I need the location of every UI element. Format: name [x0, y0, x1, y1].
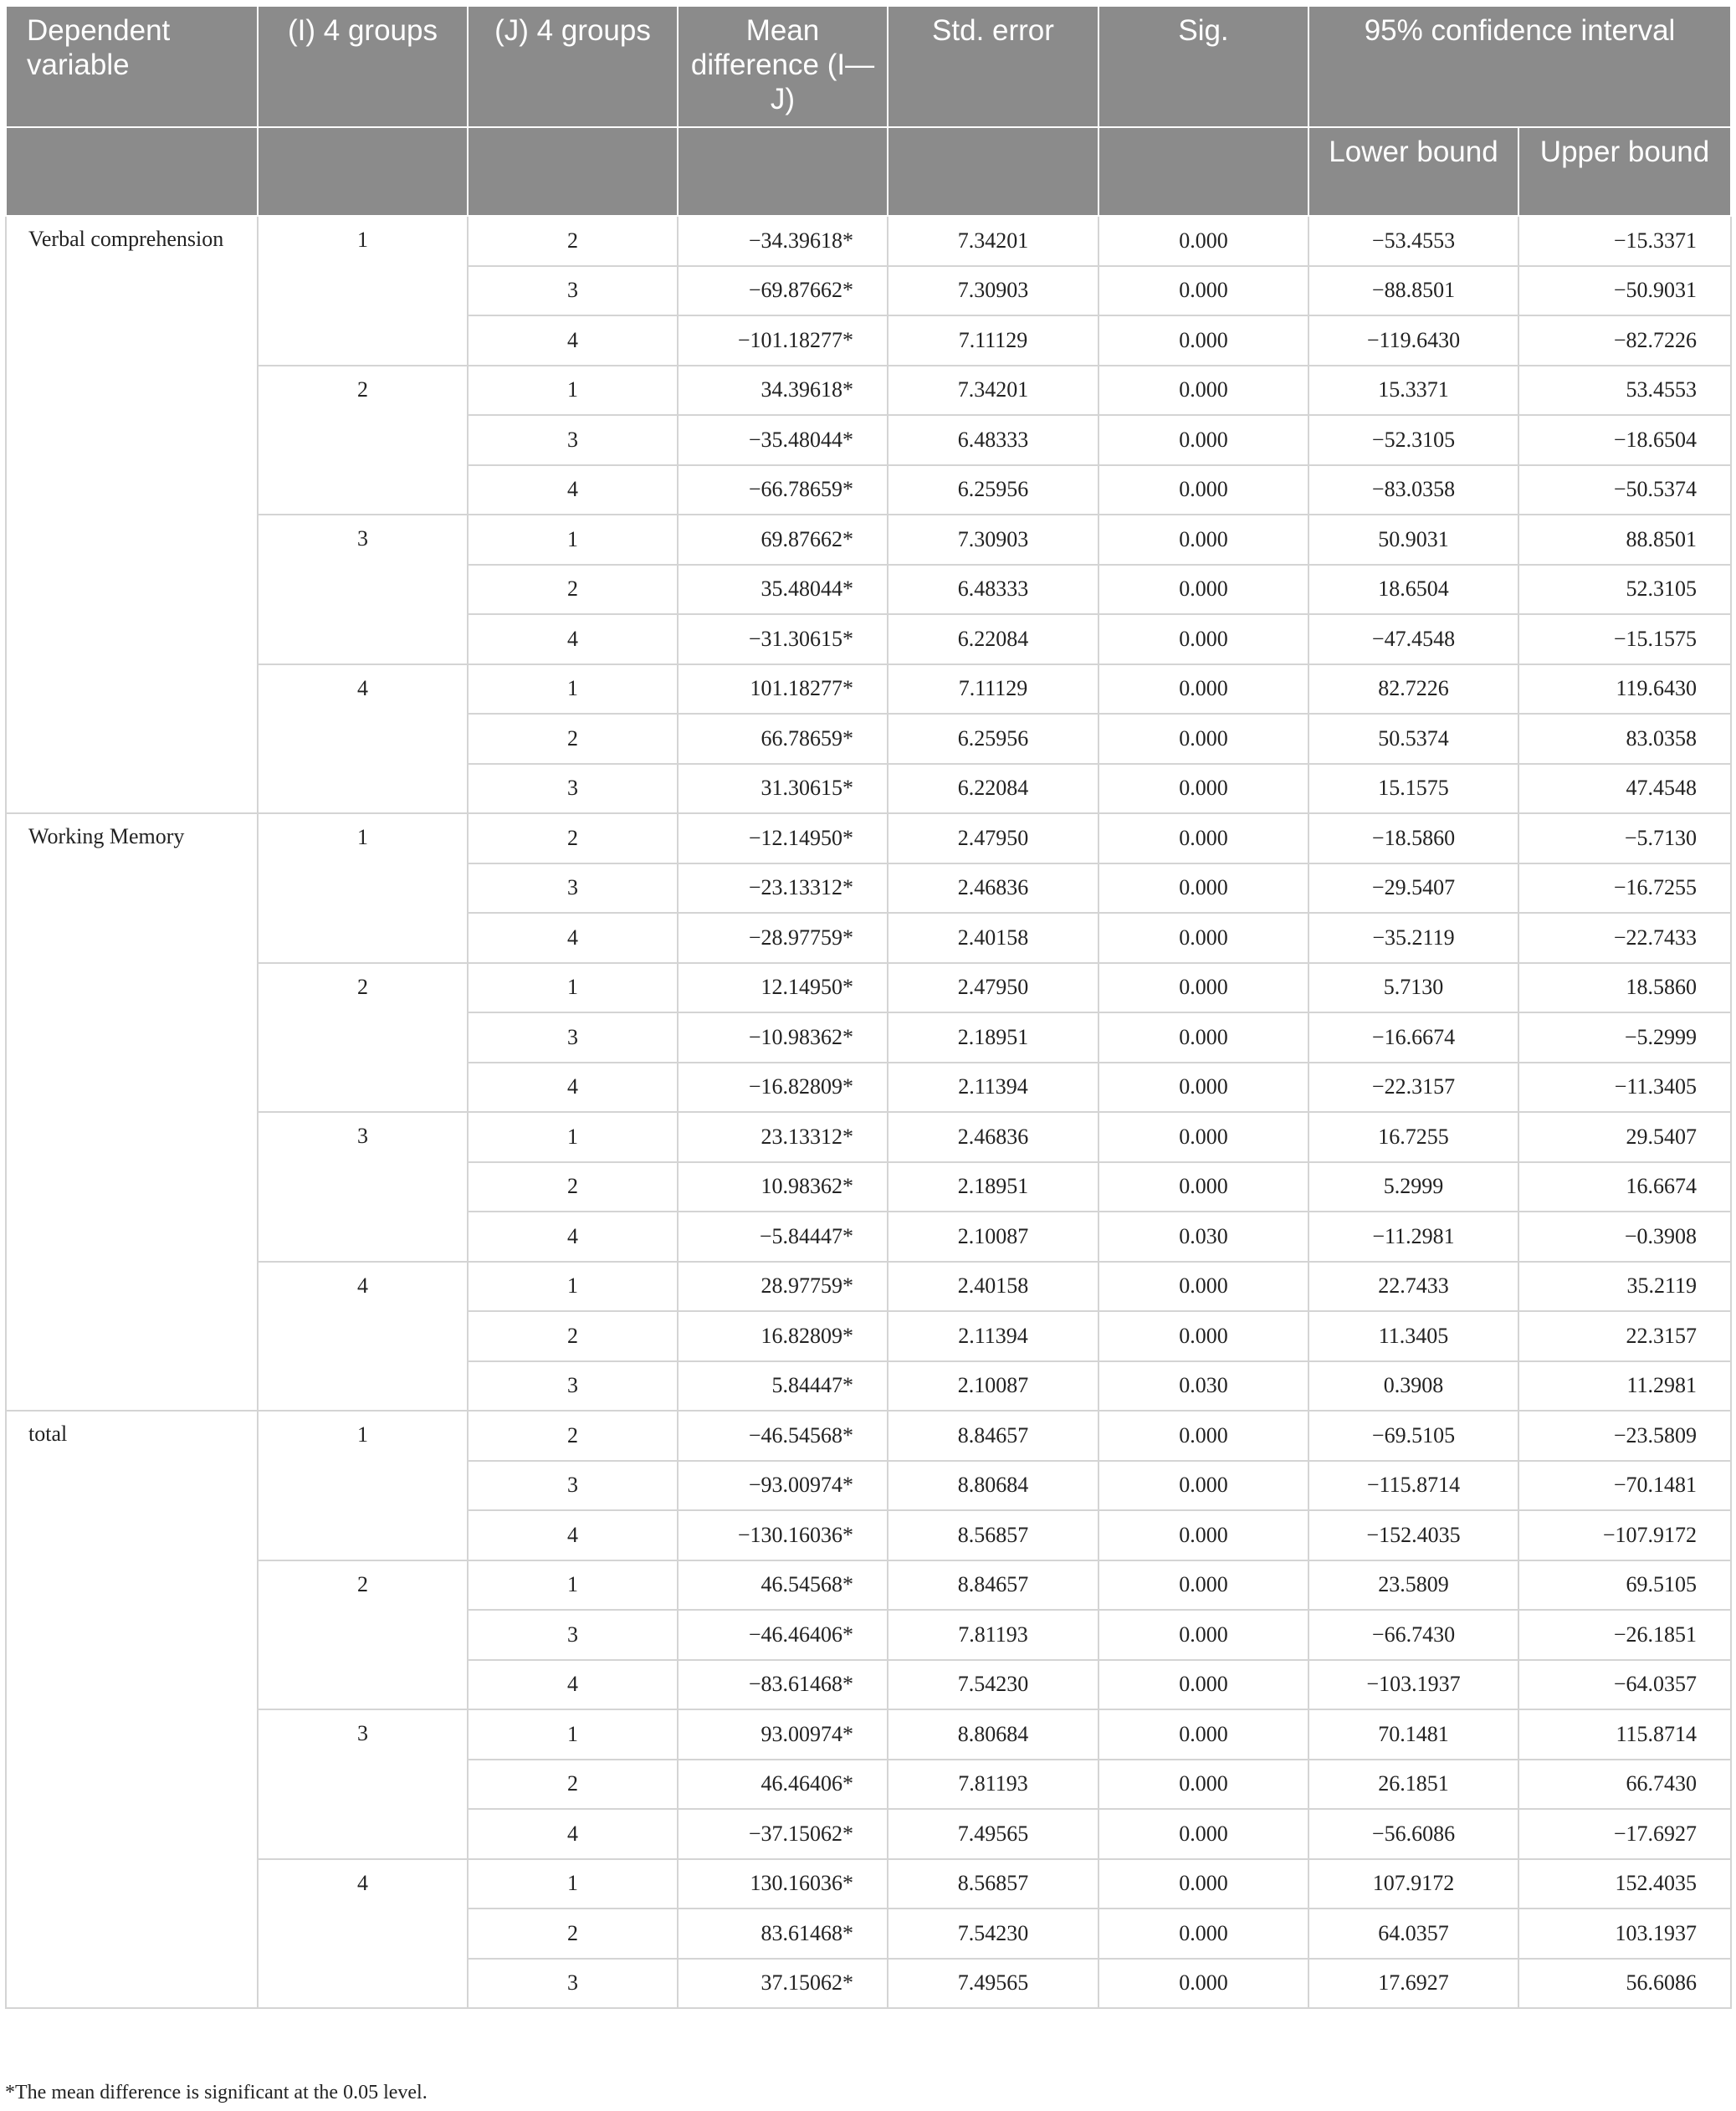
table-row [6, 1709, 1731, 1760]
j-group-cell: 4 [468, 465, 678, 515]
table-row [6, 813, 1731, 863]
upper-bound-cell: 66.7430 [1518, 1760, 1731, 1810]
upper-bound-cell: 56.6086 [1518, 1959, 1731, 2009]
mean-difference-cell: 69.87662* [678, 515, 888, 565]
i-group-cell: 4 [258, 1859, 468, 2009]
std-error-cell: 7.30903 [888, 266, 1098, 316]
table-body [6, 216, 1731, 2008]
std-error-cell: 7.81193 [888, 1610, 1098, 1660]
j-group-cell: 4 [468, 315, 678, 366]
table-row [6, 515, 1731, 565]
header-blank [1098, 127, 1308, 216]
mean-difference-cell: 93.00974* [678, 1709, 888, 1760]
upper-bound-cell: −50.9031 [1518, 266, 1731, 316]
std-error-cell: 2.18951 [888, 1012, 1098, 1063]
lower-bound-cell: −47.4548 [1308, 614, 1518, 664]
j-group-cell: 2 [468, 813, 678, 863]
j-group-cell: 2 [468, 1411, 678, 1461]
lower-bound-cell: 17.6927 [1308, 1959, 1518, 2009]
lower-bound-cell: 50.5374 [1308, 714, 1518, 764]
std-error-cell: 7.81193 [888, 1760, 1098, 1810]
j-group-cell: 3 [468, 1610, 678, 1660]
sig-cell: 0.000 [1098, 1760, 1308, 1810]
upper-bound-cell: 152.4035 [1518, 1859, 1731, 1909]
lower-bound-cell: 15.3371 [1308, 366, 1518, 416]
mean-difference-cell: 101.18277* [678, 664, 888, 715]
upper-bound-cell: 53.4553 [1518, 366, 1731, 416]
table-row [6, 1859, 1731, 1909]
mean-difference-cell: −69.87662* [678, 266, 888, 316]
upper-bound-cell: −18.6504 [1518, 415, 1731, 465]
std-error-cell: 6.22084 [888, 764, 1098, 814]
j-group-cell: 1 [468, 1262, 678, 1312]
header-dependent-variable: Dependent variable [6, 6, 258, 127]
header-row [6, 6, 1731, 127]
sig-cell: 0.000 [1098, 863, 1308, 914]
sig-cell: 0.000 [1098, 764, 1308, 814]
j-group-cell: 1 [468, 1112, 678, 1162]
std-error-cell: 2.40158 [888, 1262, 1098, 1312]
lower-bound-cell: 23.5809 [1308, 1560, 1518, 1611]
table-header [6, 6, 1731, 216]
lower-bound-cell: 16.7255 [1308, 1112, 1518, 1162]
j-group-cell: 2 [468, 1760, 678, 1810]
dependent-variable-cell: Working Memory [6, 813, 258, 1411]
j-group-cell: 4 [468, 1063, 678, 1113]
lower-bound-cell: −83.0358 [1308, 465, 1518, 515]
table-row [6, 1560, 1731, 1611]
mean-difference-cell: 130.16036* [678, 1859, 888, 1909]
std-error-cell: 6.25956 [888, 465, 1098, 515]
mean-difference-cell: −46.46406* [678, 1610, 888, 1660]
std-error-cell: 2.47950 [888, 813, 1098, 863]
i-group-cell: 2 [258, 366, 468, 515]
upper-bound-cell: −64.0357 [1518, 1660, 1731, 1710]
mean-difference-cell: −34.39618* [678, 216, 888, 266]
i-group-cell: 2 [258, 1560, 468, 1710]
mean-difference-cell: −130.16036* [678, 1510, 888, 1560]
sig-cell: 0.000 [1098, 963, 1308, 1013]
std-error-cell: 7.54230 [888, 1909, 1098, 1959]
i-group-cell: 4 [258, 1262, 468, 1412]
std-error-cell: 6.22084 [888, 614, 1098, 664]
upper-bound-cell: 18.5860 [1518, 963, 1731, 1013]
j-group-cell: 1 [468, 664, 678, 715]
mean-difference-cell: 37.15062* [678, 1959, 888, 2009]
sig-cell: 0.000 [1098, 1709, 1308, 1760]
upper-bound-cell: −70.1481 [1518, 1461, 1731, 1511]
upper-bound-cell: 47.4548 [1518, 764, 1731, 814]
j-group-cell: 3 [468, 266, 678, 316]
mean-difference-cell: −35.48044* [678, 415, 888, 465]
upper-bound-cell: 119.6430 [1518, 664, 1731, 715]
lower-bound-cell: −115.8714 [1308, 1461, 1518, 1511]
sig-cell: 0.000 [1098, 614, 1308, 664]
std-error-cell: 6.25956 [888, 714, 1098, 764]
j-group-cell: 4 [468, 1510, 678, 1560]
upper-bound-cell: −26.1851 [1518, 1610, 1731, 1660]
mean-difference-cell: −46.54568* [678, 1411, 888, 1461]
upper-bound-cell: −0.3908 [1518, 1212, 1731, 1262]
mean-difference-cell: 35.48044* [678, 565, 888, 615]
std-error-cell: 7.11129 [888, 664, 1098, 715]
lower-bound-cell: −18.5860 [1308, 813, 1518, 863]
sig-cell: 0.000 [1098, 1411, 1308, 1461]
i-group-cell: 3 [258, 515, 468, 664]
j-group-cell: 4 [468, 1809, 678, 1859]
mean-difference-cell: 46.54568* [678, 1560, 888, 1611]
upper-bound-cell: −16.7255 [1518, 863, 1731, 914]
j-group-cell: 2 [468, 1909, 678, 1959]
lower-bound-cell: 15.1575 [1308, 764, 1518, 814]
sig-cell: 0.030 [1098, 1212, 1308, 1262]
mean-difference-cell: 10.98362* [678, 1162, 888, 1212]
std-error-cell: 8.80684 [888, 1709, 1098, 1760]
std-error-cell: 2.40158 [888, 913, 1098, 963]
lower-bound-cell: −52.3105 [1308, 415, 1518, 465]
upper-bound-cell: −5.7130 [1518, 813, 1731, 863]
lower-bound-cell: −11.2981 [1308, 1212, 1518, 1262]
table-row [6, 963, 1731, 1013]
mean-difference-cell: −31.30615* [678, 614, 888, 664]
std-error-cell: 7.34201 [888, 366, 1098, 416]
j-group-cell: 2 [468, 216, 678, 266]
mean-difference-cell: −5.84447* [678, 1212, 888, 1262]
header-lower-bound: Lower bound [1308, 127, 1518, 216]
header-i-groups: (I) 4 groups [258, 6, 468, 127]
mean-difference-cell: −12.14950* [678, 813, 888, 863]
mean-difference-cell: −16.82809* [678, 1063, 888, 1113]
lower-bound-cell: 50.9031 [1308, 515, 1518, 565]
lower-bound-cell: 70.1481 [1308, 1709, 1518, 1760]
sig-cell: 0.000 [1098, 1660, 1308, 1710]
std-error-cell: 6.48333 [888, 415, 1098, 465]
table-row [6, 216, 1731, 266]
i-group-cell: 1 [258, 813, 468, 963]
sig-cell: 0.000 [1098, 1809, 1308, 1859]
mean-difference-cell: −28.97759* [678, 913, 888, 963]
j-group-cell: 3 [468, 1361, 678, 1412]
sig-cell: 0.000 [1098, 515, 1308, 565]
header-blank [6, 127, 258, 216]
lower-bound-cell: −66.7430 [1308, 1610, 1518, 1660]
mean-difference-cell: 5.84447* [678, 1361, 888, 1412]
sig-cell: 0.000 [1098, 465, 1308, 515]
j-group-cell: 3 [468, 863, 678, 914]
j-group-cell: 1 [468, 1560, 678, 1611]
j-group-cell: 1 [468, 963, 678, 1013]
upper-bound-cell: 35.2119 [1518, 1262, 1731, 1312]
upper-bound-cell: 83.0358 [1518, 714, 1731, 764]
std-error-cell: 8.84657 [888, 1560, 1098, 1611]
lower-bound-cell: 0.3908 [1308, 1361, 1518, 1412]
mean-difference-cell: −37.15062* [678, 1809, 888, 1859]
std-error-cell: 2.11394 [888, 1063, 1098, 1113]
lower-bound-cell: −103.1937 [1308, 1660, 1518, 1710]
j-group-cell: 2 [468, 1162, 678, 1212]
lower-bound-cell: −69.5105 [1308, 1411, 1518, 1461]
mean-difference-cell: 83.61468* [678, 1909, 888, 1959]
i-group-cell: 1 [258, 1411, 468, 1560]
sig-cell: 0.000 [1098, 1262, 1308, 1312]
header-blank [468, 127, 678, 216]
sig-cell: 0.000 [1098, 1112, 1308, 1162]
sig-cell: 0.000 [1098, 266, 1308, 316]
lower-bound-cell: −35.2119 [1308, 913, 1518, 963]
j-group-cell: 3 [468, 764, 678, 814]
std-error-cell: 7.11129 [888, 315, 1098, 366]
j-group-cell: 2 [468, 714, 678, 764]
std-error-cell: 2.47950 [888, 963, 1098, 1013]
mean-difference-cell: −93.00974* [678, 1461, 888, 1511]
header-blank [888, 127, 1098, 216]
header-upper-bound: Upper bound [1518, 127, 1731, 216]
header-std-error: Std. error [888, 6, 1098, 127]
upper-bound-cell: −22.7433 [1518, 913, 1731, 963]
i-group-cell: 3 [258, 1112, 468, 1262]
header-subrow [6, 127, 1731, 216]
upper-bound-cell: −23.5809 [1518, 1411, 1731, 1461]
upper-bound-cell: 52.3105 [1518, 565, 1731, 615]
lower-bound-cell: 22.7433 [1308, 1262, 1518, 1312]
dependent-variable-cell: total [6, 1411, 258, 2008]
mean-difference-cell: 46.46406* [678, 1760, 888, 1810]
table-row [6, 664, 1731, 715]
table-footnote: *The mean difference is significant at the 0.05 level. [5, 2082, 428, 2103]
sig-cell: 0.000 [1098, 1909, 1308, 1959]
lower-bound-cell: −53.4553 [1308, 216, 1518, 266]
sig-cell: 0.000 [1098, 1162, 1308, 1212]
lower-bound-cell: −56.6086 [1308, 1809, 1518, 1859]
j-group-cell: 1 [468, 515, 678, 565]
std-error-cell: 2.11394 [888, 1311, 1098, 1361]
table-row [6, 1112, 1731, 1162]
upper-bound-cell: −107.9172 [1518, 1510, 1731, 1560]
post-hoc-comparison-table [5, 5, 1732, 2009]
std-error-cell: 7.49565 [888, 1959, 1098, 2009]
std-error-cell: 6.48333 [888, 565, 1098, 615]
mean-difference-cell: 66.78659* [678, 714, 888, 764]
mean-difference-cell: 16.82809* [678, 1311, 888, 1361]
sig-cell: 0.000 [1098, 1510, 1308, 1560]
lower-bound-cell: 5.2999 [1308, 1162, 1518, 1212]
upper-bound-cell: 69.5105 [1518, 1560, 1731, 1611]
upper-bound-cell: 88.8501 [1518, 515, 1731, 565]
lower-bound-cell: 5.7130 [1308, 963, 1518, 1013]
mean-difference-cell: 34.39618* [678, 366, 888, 416]
sig-cell: 0.000 [1098, 1859, 1308, 1909]
lower-bound-cell: −152.4035 [1308, 1510, 1518, 1560]
std-error-cell: 7.49565 [888, 1809, 1098, 1859]
mean-difference-cell: −10.98362* [678, 1012, 888, 1063]
std-error-cell: 2.10087 [888, 1212, 1098, 1262]
std-error-cell: 7.34201 [888, 216, 1098, 266]
sig-cell: 0.000 [1098, 315, 1308, 366]
j-group-cell: 3 [468, 1461, 678, 1511]
table-row [6, 1262, 1731, 1312]
lower-bound-cell: 18.6504 [1308, 565, 1518, 615]
std-error-cell: 2.10087 [888, 1361, 1098, 1412]
j-group-cell: 4 [468, 913, 678, 963]
upper-bound-cell: 16.6674 [1518, 1162, 1731, 1212]
upper-bound-cell: −82.7226 [1518, 315, 1731, 366]
std-error-cell: 7.30903 [888, 515, 1098, 565]
lower-bound-cell: 64.0357 [1308, 1909, 1518, 1959]
sig-cell: 0.000 [1098, 366, 1308, 416]
dependent-variable-cell: Verbal comprehension [6, 216, 258, 813]
upper-bound-cell: −50.5374 [1518, 465, 1731, 515]
j-group-cell: 2 [468, 565, 678, 615]
sig-cell: 0.000 [1098, 813, 1308, 863]
sig-cell: 0.000 [1098, 1959, 1308, 2009]
i-group-cell: 2 [258, 963, 468, 1113]
j-group-cell: 3 [468, 1959, 678, 2009]
header-blank [258, 127, 468, 216]
sig-cell: 0.000 [1098, 664, 1308, 715]
upper-bound-cell: −17.6927 [1518, 1809, 1731, 1859]
upper-bound-cell: 115.8714 [1518, 1709, 1731, 1760]
table-row [6, 366, 1731, 416]
sig-cell: 0.000 [1098, 1012, 1308, 1063]
mean-difference-cell: −23.13312* [678, 863, 888, 914]
lower-bound-cell: 82.7226 [1308, 664, 1518, 715]
mean-difference-cell: 31.30615* [678, 764, 888, 814]
mean-difference-cell: 28.97759* [678, 1262, 888, 1312]
std-error-cell: 8.84657 [888, 1411, 1098, 1461]
j-group-cell: 1 [468, 1859, 678, 1909]
lower-bound-cell: −16.6674 [1308, 1012, 1518, 1063]
table-row [6, 1411, 1731, 1461]
mean-difference-cell: 12.14950* [678, 963, 888, 1013]
upper-bound-cell: 29.5407 [1518, 1112, 1731, 1162]
i-group-cell: 4 [258, 664, 468, 814]
upper-bound-cell: −15.1575 [1518, 614, 1731, 664]
j-group-cell: 1 [468, 366, 678, 416]
lower-bound-cell: −29.5407 [1308, 863, 1518, 914]
j-group-cell: 4 [468, 614, 678, 664]
table-container [5, 5, 1730, 2009]
upper-bound-cell: −5.2999 [1518, 1012, 1731, 1063]
header-confidence-interval: 95% confidence interval [1308, 6, 1731, 127]
lower-bound-cell: −88.8501 [1308, 266, 1518, 316]
upper-bound-cell: −15.3371 [1518, 216, 1731, 266]
upper-bound-cell: 103.1937 [1518, 1909, 1731, 1959]
i-group-cell: 1 [258, 216, 468, 366]
sig-cell: 0.000 [1098, 1560, 1308, 1611]
j-group-cell: 3 [468, 415, 678, 465]
sig-cell: 0.000 [1098, 415, 1308, 465]
std-error-cell: 2.18951 [888, 1162, 1098, 1212]
i-group-cell: 3 [258, 1709, 468, 1859]
j-group-cell: 4 [468, 1660, 678, 1710]
j-group-cell: 4 [468, 1212, 678, 1262]
j-group-cell: 3 [468, 1012, 678, 1063]
mean-difference-cell: −101.18277* [678, 315, 888, 366]
header-j-groups: (J) 4 groups [468, 6, 678, 127]
sig-cell: 0.000 [1098, 1063, 1308, 1113]
header-mean-difference: Mean difference (I—J) [678, 6, 888, 127]
sig-cell: 0.000 [1098, 913, 1308, 963]
lower-bound-cell: 11.3405 [1308, 1311, 1518, 1361]
lower-bound-cell: 26.1851 [1308, 1760, 1518, 1810]
std-error-cell: 8.80684 [888, 1461, 1098, 1511]
sig-cell: 0.000 [1098, 714, 1308, 764]
sig-cell: 0.030 [1098, 1361, 1308, 1412]
header-blank [678, 127, 888, 216]
sig-cell: 0.000 [1098, 216, 1308, 266]
upper-bound-cell: 22.3157 [1518, 1311, 1731, 1361]
sig-cell: 0.000 [1098, 1461, 1308, 1511]
mean-difference-cell: −66.78659* [678, 465, 888, 515]
std-error-cell: 2.46836 [888, 1112, 1098, 1162]
upper-bound-cell: −11.3405 [1518, 1063, 1731, 1113]
mean-difference-cell: −83.61468* [678, 1660, 888, 1710]
j-group-cell: 2 [468, 1311, 678, 1361]
lower-bound-cell: −119.6430 [1308, 315, 1518, 366]
std-error-cell: 8.56857 [888, 1510, 1098, 1560]
lower-bound-cell: 107.9172 [1308, 1859, 1518, 1909]
upper-bound-cell: 11.2981 [1518, 1361, 1731, 1412]
lower-bound-cell: −22.3157 [1308, 1063, 1518, 1113]
sig-cell: 0.000 [1098, 1610, 1308, 1660]
std-error-cell: 8.56857 [888, 1859, 1098, 1909]
std-error-cell: 2.46836 [888, 863, 1098, 914]
j-group-cell: 1 [468, 1709, 678, 1760]
header-sig: Sig. [1098, 6, 1308, 127]
sig-cell: 0.000 [1098, 565, 1308, 615]
sig-cell: 0.000 [1098, 1311, 1308, 1361]
std-error-cell: 7.54230 [888, 1660, 1098, 1710]
mean-difference-cell: 23.13312* [678, 1112, 888, 1162]
